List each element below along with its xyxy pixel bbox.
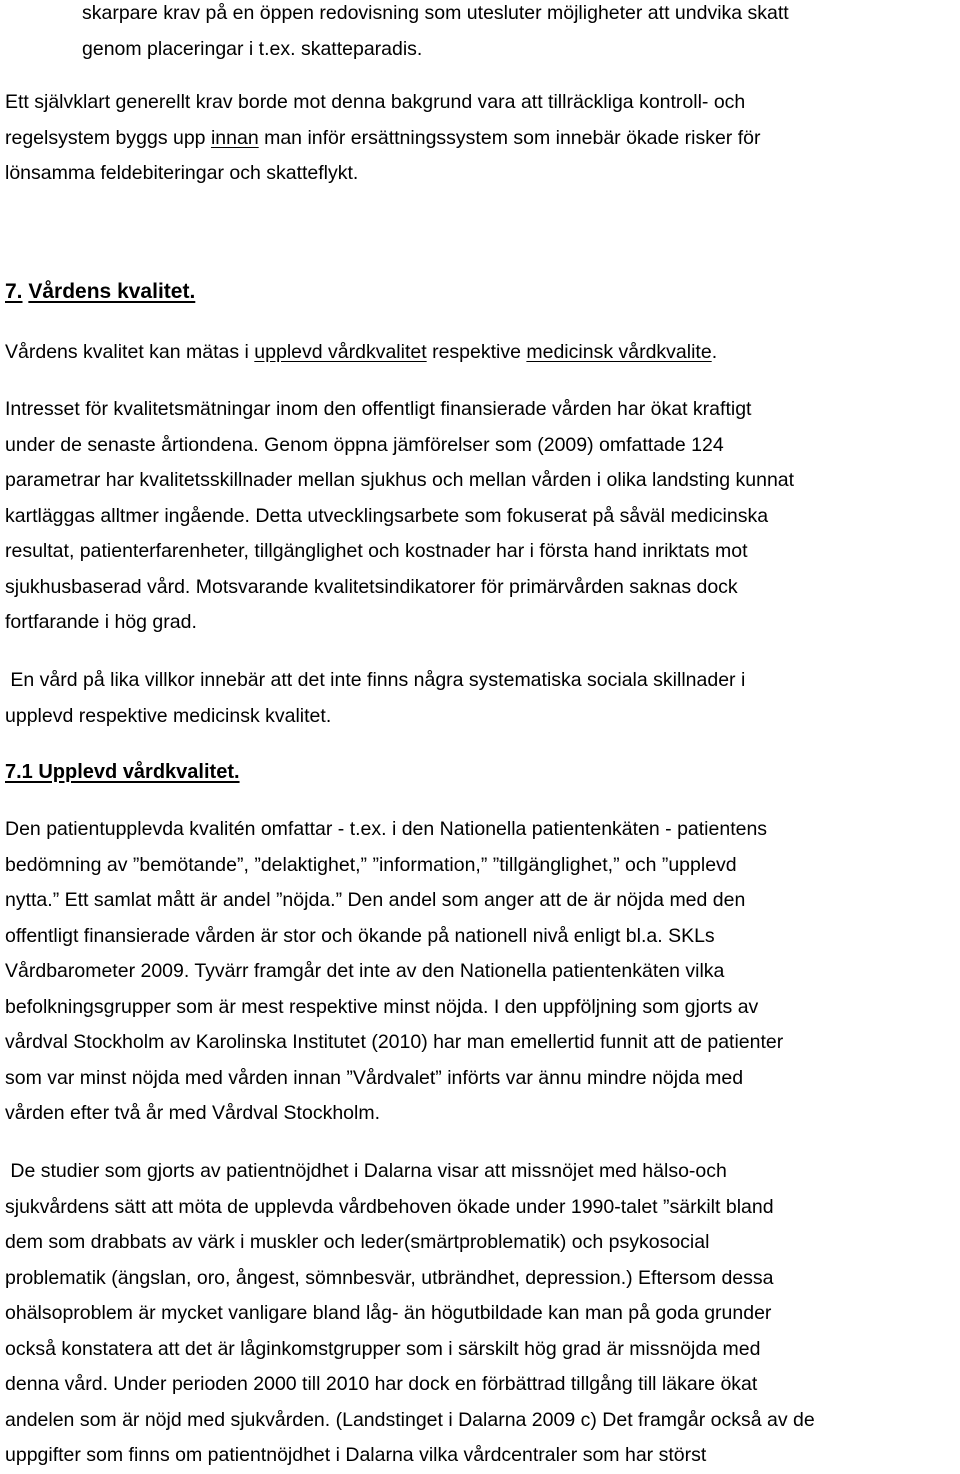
section-heading-7: [5, 274, 951, 310]
text-line: Den patientupplevda kvalitén omfattar - t.ex. i den Nationella patientenkäten - patientens: [5, 818, 768, 840]
text-line: resultat, patienterfarenheter, tillgänglighet och kostnader har i första hand inriktats mot: [5, 540, 748, 562]
text-line: under de senaste årtiondena. Genom öppna jämförelser som (2009) omfattade 124: [5, 433, 724, 456]
text-segment: Vårdens kvalitet kan mätas i: [5, 341, 255, 363]
paragraph-dalarna: [5, 1154, 951, 1474]
text-line: uppgifter som finns om patientnöjdhet i Dalarna vilka vårdcentraler som har störst: [5, 1444, 707, 1466]
text-line: nytta.” Ett samlat mått är andel ”nöjda.” Den andel som anger att de är nöjda med den: [5, 889, 746, 911]
text-segment: regelsystem byggs upp: [5, 126, 211, 149]
underlined-term-medicinsk: medicinsk vårdkvalite: [526, 341, 712, 363]
text-line: som var minst nöjda med vården innan ”Vårdvalet” införts var ännu mindre nöjda med: [5, 1066, 744, 1089]
paragraph-controls: [5, 85, 951, 192]
paragraph-measures: [5, 335, 951, 371]
section-heading-7-1: [5, 755, 951, 791]
text-line: sjukvårdens sätt att möta de upplevda vårdbehoven ökade under 1990-talet ”särkilt bland: [5, 1195, 774, 1218]
underlined-term-upplevd: upplevd vårdkvalitet: [254, 341, 427, 363]
text-line: befolkningsgrupper som är mest respektive minst nöjda. I den uppföljning som gjorts av: [5, 995, 759, 1018]
text-line: upplevd respektive medicinsk kvalitet.: [5, 704, 332, 727]
text-line: fortfarande i hög grad.: [5, 611, 197, 633]
text-line: Intresset för kvalitetsmätningar inom den offentligt finansierade vården har ökat kraftigt: [5, 398, 752, 420]
text-segment: .: [711, 341, 718, 363]
text-line: problematik (ängslan, oro, ångest, sömnbesvär, utbrändhet, depression.) Eftersom dessa: [5, 1266, 774, 1289]
paragraph-patient-experience: [5, 812, 951, 1132]
text-segment: man inför ersättningssystem som innebär ökade risker för: [258, 126, 761, 149]
text-segment: respektive: [426, 341, 527, 363]
text-line: De studier som gjorts av patientnöjdhet i Dalarna visar att missnöjet med hälso-och: [5, 1160, 727, 1182]
text-line: En vård på lika villkor innebär att det inte finns några systematiska sociala skillnader i: [5, 669, 746, 691]
underlined-word: innan: [210, 126, 259, 149]
text-line: Vårdbarometer 2009. Tyvärr framgår det inte av den Nationella patientenkäten vilka: [5, 960, 725, 982]
text-line: lönsamma feldebiteringar och skatteflykt.: [5, 162, 359, 184]
text-line: andelen som är nöjd med sjukvården. (Landstinget i Dalarna 2009 c) Det framgår också av de: [5, 1408, 815, 1431]
text-line: vårdval Stockholm av Karolinska Institutet (2010) har man emellertid funnit att de patienter: [5, 1031, 784, 1053]
text-line: offentligt finansierade vården är stor och ökande på nationell nivå enligt bl.a. SKLs: [5, 924, 715, 947]
text-line: genom placeringar i t.ex. skatteparadis.: [82, 37, 423, 60]
text-line: [5, 121, 951, 157]
text-line: bedömning av ”bemötande”, ”delaktighet,” ”information,” ”tillgänglighet,” och ”upplevd: [5, 853, 737, 876]
text-line: denna vård. Under perioden 2000 till 2010 har dock en förbättrad tillgång till läkare ökat: [5, 1373, 758, 1395]
text-line: sjukhusbaserad vård. Motsvarande kvalitetsindikatorer för primärvården saknas dock: [5, 575, 738, 598]
text-line: dem som drabbats av värk i muskler och leder(smärtproblematik) och psykosocial: [5, 1231, 710, 1253]
text-line: kartläggas alltmer ingående. Detta utvecklingsarbete som fokuserat på såväl medicinska: [5, 504, 769, 527]
section-title: 7.1 Upplevd vårdkvalitet.: [5, 761, 240, 783]
text-line: Ett självklart generellt krav borde mot denna bakgrund vara att tillräckliga kontroll- och: [5, 91, 746, 113]
text-line: också konstatera att det är låginkomstgrupper som i särskilt hög grad är missnöjda med: [5, 1337, 761, 1360]
section-number: 7.: [5, 280, 23, 303]
text-line: skarpare krav på en öppen redovisning som utesluter möjligheter att undvika skatt: [82, 2, 789, 24]
text-line: [5, 335, 951, 371]
section-title: Vårdens kvalitet.: [28, 280, 196, 303]
intro-fragment: [82, 0, 952, 67]
paragraph-equal-care: [5, 663, 951, 734]
text-line: ohälsoproblem är mycket vanligare bland låg- än högutbildade kan man på goda grunder: [5, 1302, 772, 1324]
paragraph-interest: [5, 392, 951, 641]
text-line: vården efter två år med Vårdval Stockholm.: [5, 1102, 381, 1124]
text-line: parametrar har kvalitetsskillnader mellan sjukhus och mellan vården i olika landsting kunnat: [5, 469, 795, 491]
